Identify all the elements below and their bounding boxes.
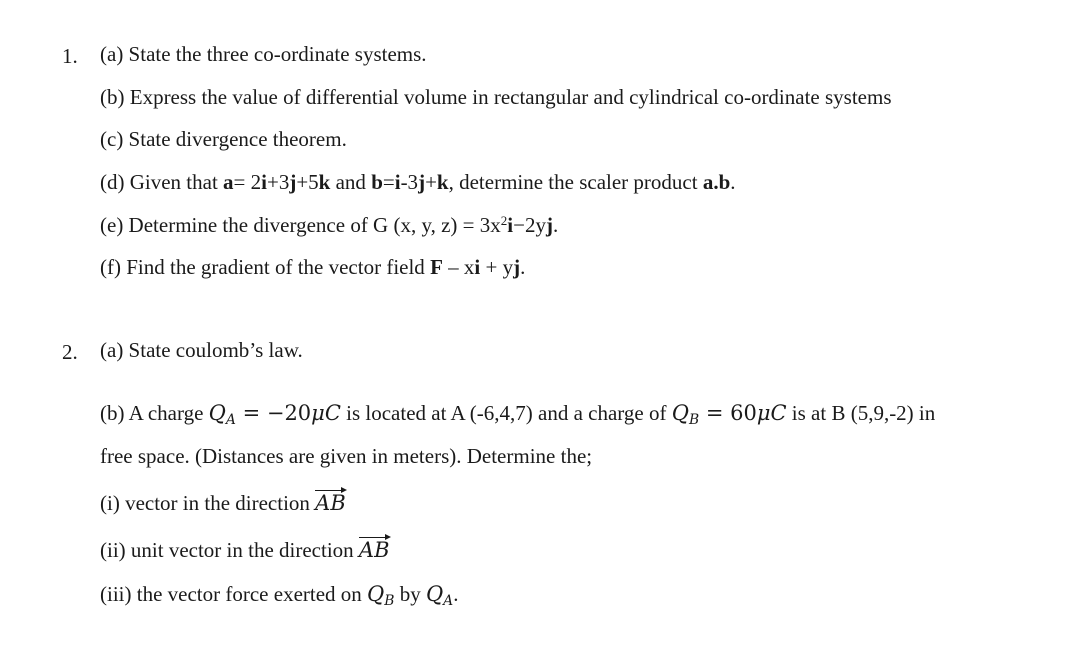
q1-part-d	[100, 172, 736, 193]
q1d-unit-j-2: j	[418, 170, 426, 194]
q2-part-a: (a) State coulomb’s law.	[100, 338, 303, 362]
q2b-charge-qa-sub: A	[225, 412, 236, 429]
q1d-text-9: , determine the scaler product	[448, 170, 703, 194]
q2b-charge-qa: Q	[208, 401, 226, 425]
q1d-text-3: +3	[266, 170, 290, 194]
q2biii-text-3: .	[453, 582, 459, 606]
q1-part-f	[100, 257, 525, 278]
vector-ab-arrow: AB	[315, 491, 346, 515]
q2-part-b-line-1	[100, 403, 935, 428]
q1-part-c: (c) State divergence theorem.	[100, 127, 347, 151]
q1e-unit-i: i	[507, 213, 514, 238]
q2b-charge-qb-sub: B	[688, 412, 700, 429]
q1d-unit-k: k	[318, 170, 331, 194]
q1d-text-4: +5	[296, 170, 319, 194]
q1d-unit-i-2: i	[394, 170, 401, 194]
q1f-field-F: F	[430, 255, 443, 279]
q1e-text-3: .	[552, 213, 559, 238]
q2-part-b-i	[100, 493, 346, 514]
q2bii-text: (ii) unit vector in the direction	[100, 538, 359, 562]
q1d-text-7: -3	[400, 170, 419, 194]
q1d-unit-i: i	[261, 170, 267, 194]
q2b-unit-2: μC	[756, 401, 787, 425]
q2b-text-3: is at B (5,9,-2) in	[786, 401, 936, 425]
q1d-unit-j: j	[289, 170, 297, 194]
q1f-unit-j: j	[513, 255, 521, 279]
q1f-text-1: (f) Find the gradient of the vector field	[100, 255, 431, 279]
q1d-dot-product: a.b	[702, 170, 731, 194]
q1d-text-8: +	[425, 170, 437, 194]
q1e-text-1: (e) Determine the divergence of G (x, y, z) = 3x	[100, 213, 501, 238]
q2-part-b-line-2: free space. (Distances are given in meters). Determine the;	[100, 444, 593, 468]
q2b-text-2: is located at A (-6,4,7) and a charge of	[340, 401, 672, 425]
q1d-text-1: (d) Given that	[100, 170, 224, 194]
q1e-exponent: 2	[500, 213, 508, 228]
q1d-unit-k-2: k	[436, 170, 449, 194]
q1f-unit-i: i	[474, 255, 481, 279]
q2b-eq-1: = −20	[235, 401, 312, 425]
q1d-vector-b: b	[371, 170, 383, 194]
question-2-number: 2.	[62, 340, 78, 364]
q1-part-b: (b) Express the value of differential volume in rectangular and cylindrical co-ordinate systems	[100, 85, 892, 109]
q1d-text-2: = 2	[233, 170, 262, 194]
q2b-unit-1: μC	[311, 401, 341, 425]
q1e-text-2: −2y	[513, 213, 546, 238]
q2biii-charge-qa-sub: A	[443, 593, 454, 610]
q2biii-charge-qb: Q	[367, 582, 385, 606]
vector-ab-arrow-2: AB	[358, 538, 390, 562]
q2-part-b-iii	[100, 584, 458, 609]
q1f-text-4: .	[520, 255, 526, 279]
q1d-text-6: =	[382, 170, 395, 194]
q2biii-text-2: by	[394, 582, 426, 606]
q2bi-text: (i) vector in the direction	[100, 491, 316, 515]
q1-part-a: (a) State the three co-ordinate systems.	[100, 42, 427, 66]
q2b-eq-2: = 60	[699, 401, 757, 425]
q1e-unit-j: j	[545, 213, 553, 238]
q2b-charge-qb: Q	[671, 401, 689, 425]
q1d-text-10: .	[730, 170, 736, 194]
q1d-vector-a: a	[223, 170, 234, 194]
q2-part-b-ii	[100, 540, 390, 561]
q1f-text-3: + y	[480, 255, 514, 279]
q1-part-e	[100, 214, 558, 236]
q2b-text-1: (b) A charge	[100, 401, 209, 425]
q1d-text-5: and	[330, 170, 372, 194]
question-1-number: 1.	[62, 44, 78, 68]
q2biii-charge-qa: Q	[425, 582, 444, 606]
q1f-text-2: – x	[442, 255, 475, 279]
q2biii-text-1: (iii) the vector force exerted on	[100, 582, 368, 606]
q2biii-charge-qb-sub: B	[384, 593, 395, 610]
